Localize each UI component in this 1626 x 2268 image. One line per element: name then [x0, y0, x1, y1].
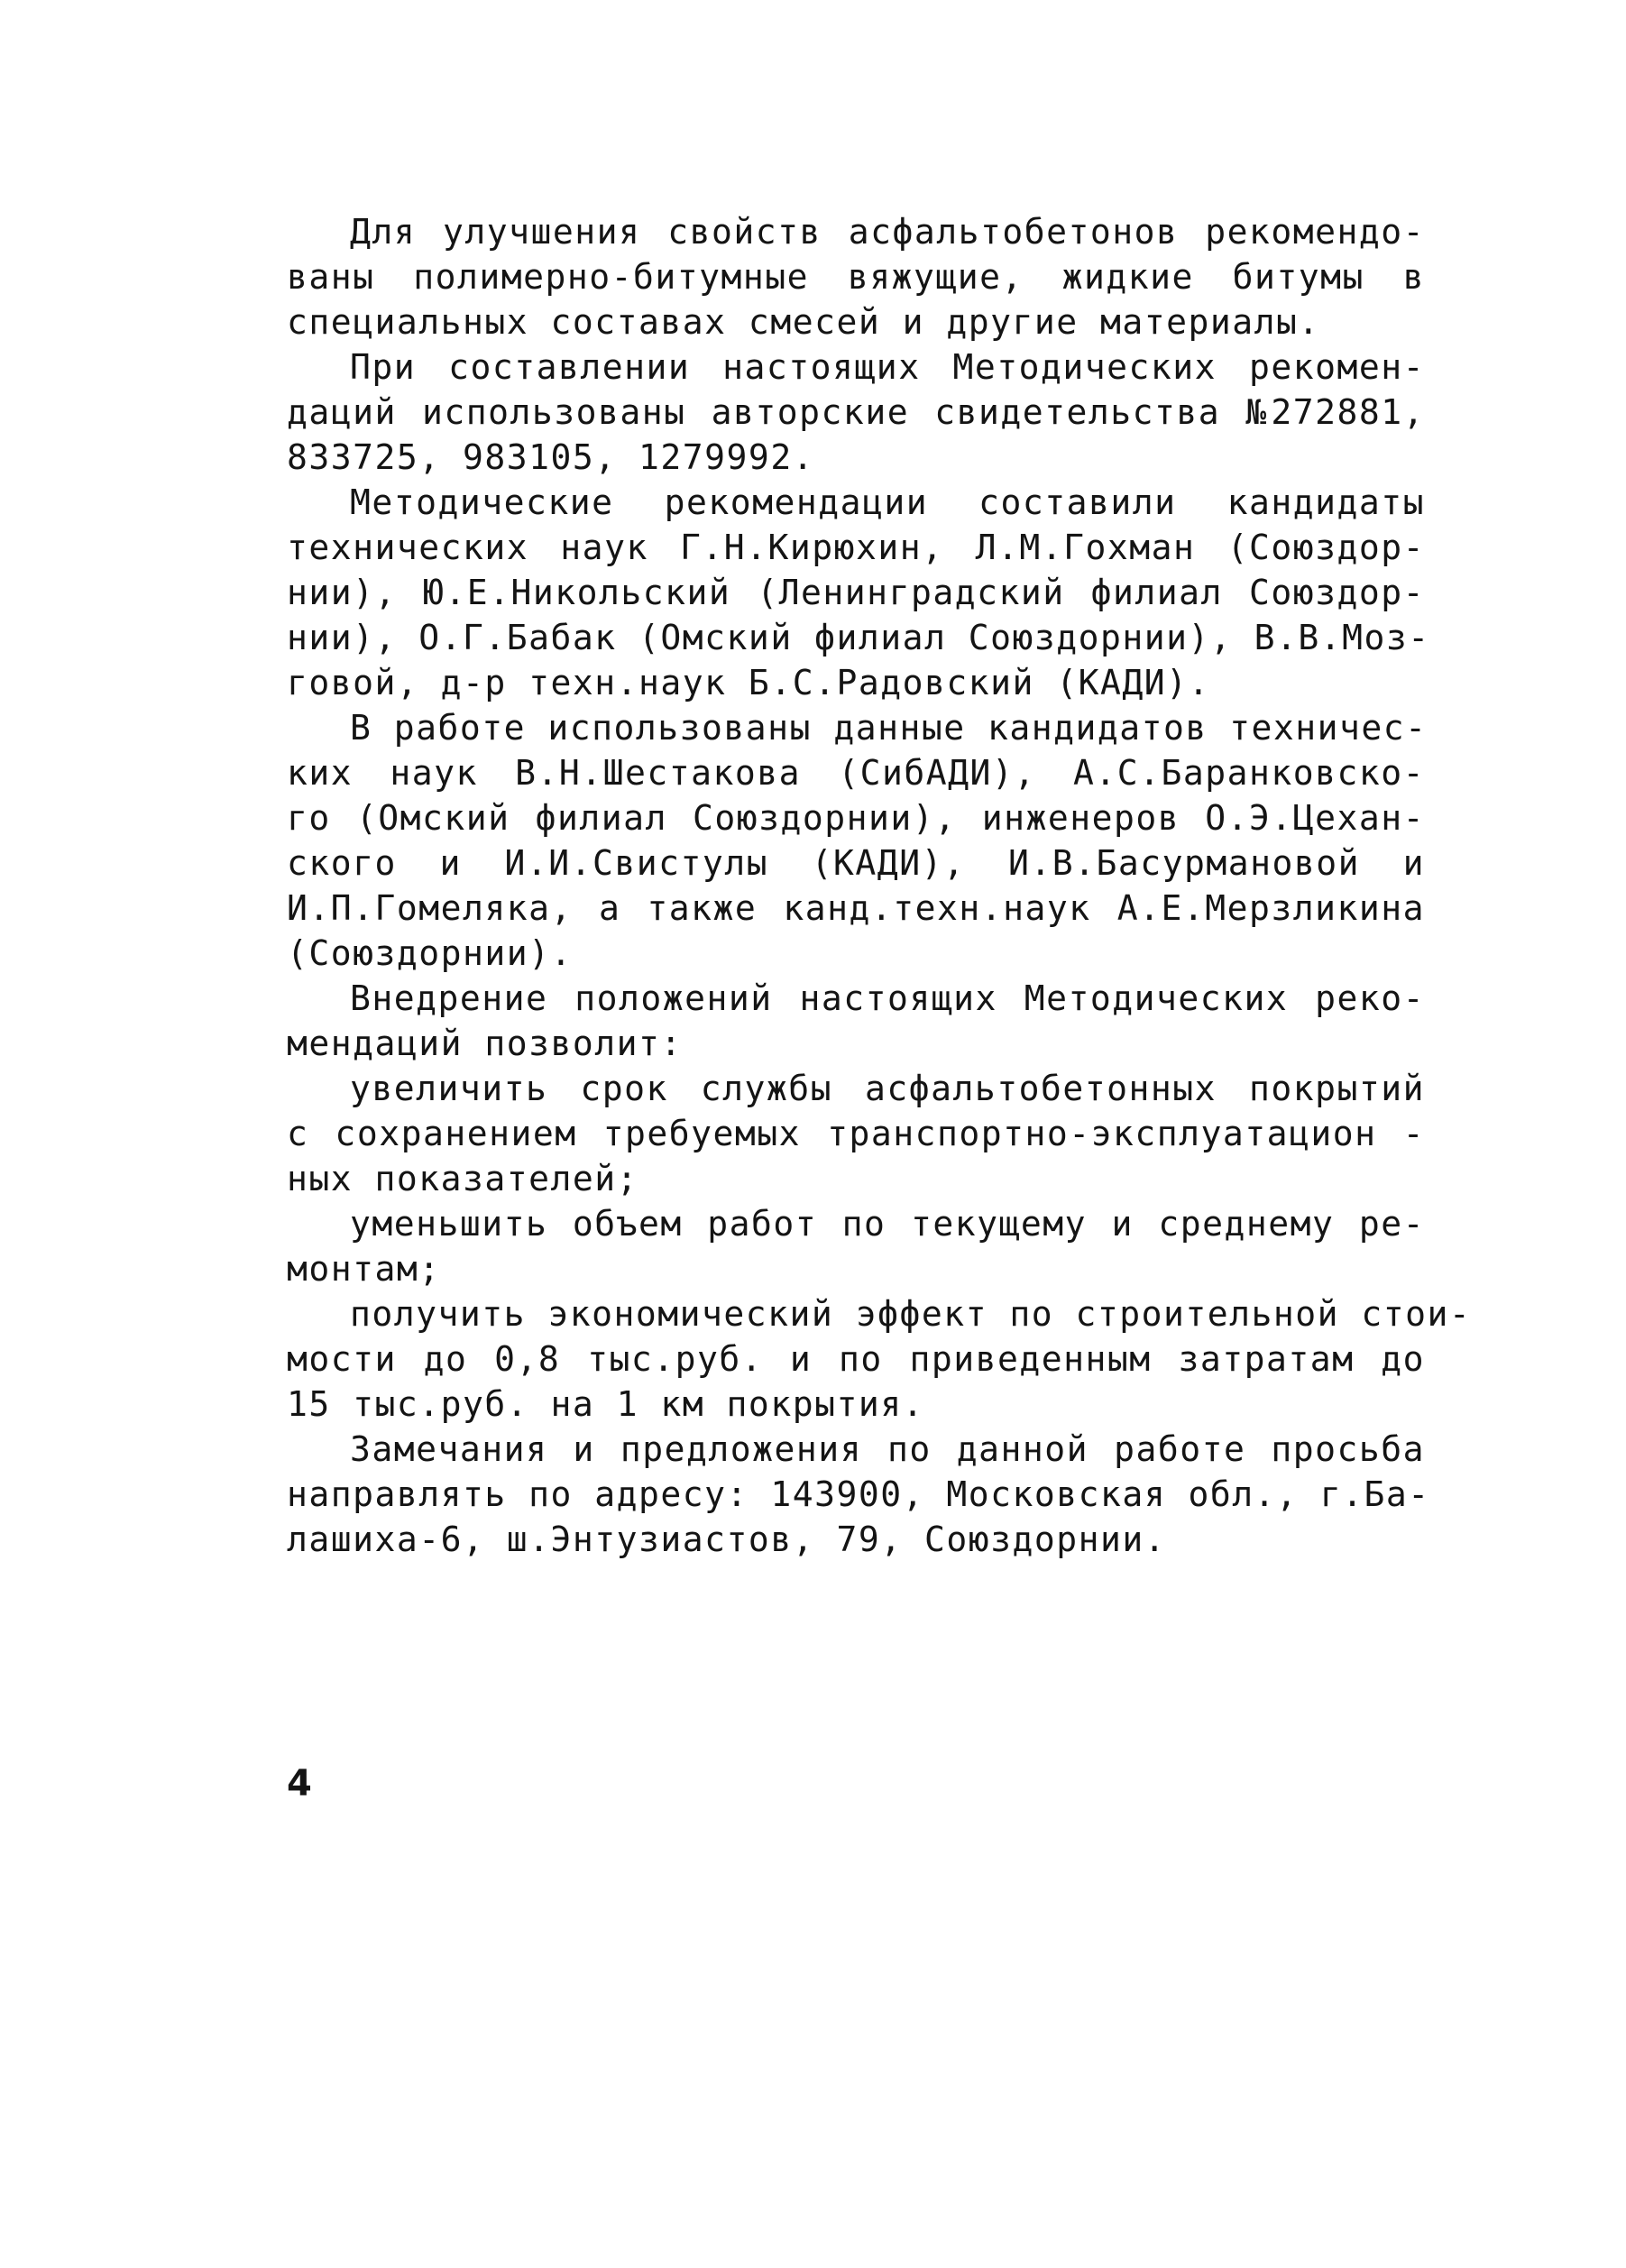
text-line: Методические рекомендации составили кандидаты [350, 482, 1425, 522]
page-number: 4 [287, 1763, 312, 1804]
text-line: 15 тыс.руб. на 1 км покрытия. [287, 1384, 924, 1424]
text-line: мости до 0,8 тыс.руб. и по приведенным затратам до [287, 1339, 1425, 1379]
text-line: Внедрение положений настоящих Методических реко- [350, 978, 1425, 1018]
text-line: говой, д-р техн.наук Б.С.Радовский (КАДИ). [287, 663, 1210, 702]
text-line: специальных составах смесей и другие материалы. [287, 302, 1320, 342]
text-line: ких наук В.Н.Шестакова (СибАДИ), А.С.Баранковско- [287, 753, 1425, 793]
text-line: мендаций позволит: [287, 1024, 683, 1063]
paragraph-benefit-service-life [287, 1066, 1425, 1201]
text-line: лашиха-6, ш.Энтузиастов, 79, Союздорнии. [287, 1520, 1167, 1559]
text-line: направлять по адресу: 143900, Московская обл., г.Ба- [287, 1474, 1430, 1514]
paragraph-benefit-repairs [287, 1201, 1425, 1291]
paragraph-authors [287, 480, 1430, 705]
paragraph-data-sources [287, 705, 1428, 976]
paragraph-certificates [287, 344, 1425, 480]
paragraph-contact [287, 1427, 1430, 1562]
text-line: с сохранением требуемых транспортно-эксплуатацион - [287, 1114, 1425, 1153]
text-line: получить экономический эффект по строительной стои- [350, 1294, 1472, 1334]
paragraph-implementation [287, 976, 1425, 1066]
text-line: ваны полимерно-битумные вяжущие, жидкие битумы в [287, 257, 1425, 297]
text-line: 833725, 983105, 1279992. [287, 437, 815, 477]
text-line: нии), Ю.Е.Никольский (Ленинградский филиал Союздор- [287, 573, 1425, 612]
text-line: монтам; [287, 1249, 441, 1289]
paragraph-improvement [287, 209, 1425, 344]
text-line: (Союздорнии). [287, 933, 573, 973]
text-line: нии), О.Г.Бабак (Омский филиал Союздорнии), В.В.Моз- [287, 618, 1430, 657]
paragraph-benefit-economic [287, 1291, 1472, 1427]
text-line: го (Омский филиал Союздорнии), инженеров О.Э.Цехан- [287, 798, 1425, 838]
text-line: ского и И.И.Свистулы (КАДИ), И.В.Басурмановой и [287, 843, 1425, 883]
text-line: Замечания и предложения по данной работе просьба [350, 1429, 1425, 1469]
text-line: даций использованы авторские свидетельства №272881, [287, 392, 1425, 432]
text-line: технических наук Г.Н.Кирюхин, Л.М.Гохман (Союздор- [287, 528, 1425, 567]
text-line: И.П.Гомеляка, а также канд.техн.наук А.Е.Мерзликина [287, 888, 1425, 928]
body-text [287, 209, 1472, 1562]
text-line: Для улучшения свойств асфальтобетонов рекомендо- [350, 212, 1425, 252]
text-line: В работе использованы данные кандидатов техничес- [350, 708, 1428, 748]
text-line: ных показателей; [287, 1159, 639, 1198]
text-line: При составлении настоящих Методических рекомен- [350, 347, 1425, 387]
text-line: уменьшить объем работ по текущему и среднему ре- [350, 1204, 1425, 1244]
text-line: увеличить срок службы асфальтобетонных покрытий [350, 1069, 1425, 1108]
